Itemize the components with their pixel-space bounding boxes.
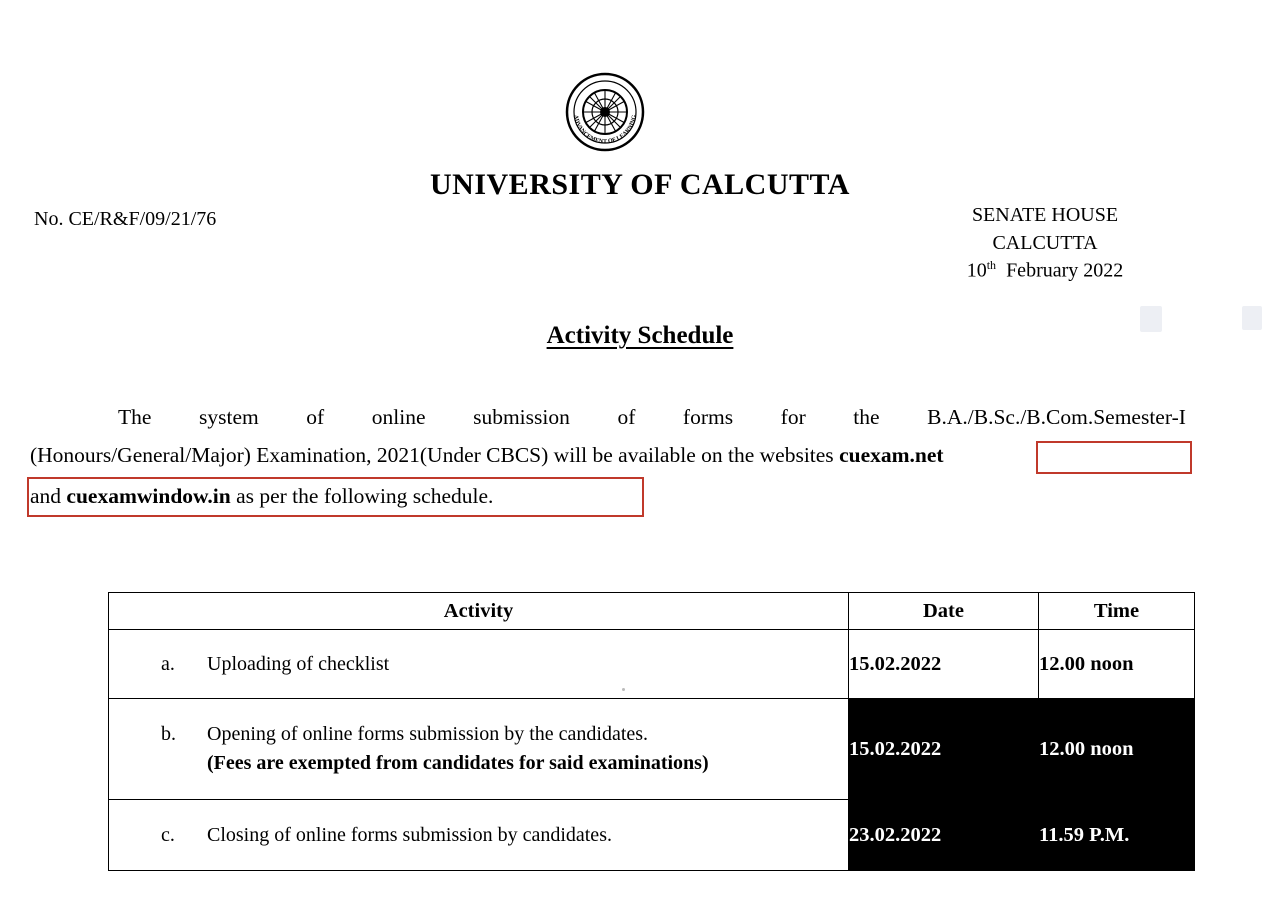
activity-cell — [109, 630, 849, 699]
activity-description: Opening of online forms submission by the candidates. — [207, 723, 649, 745]
table-row — [109, 630, 1195, 699]
activity-inline — [109, 821, 848, 850]
date-month-year: February 2022 — [1006, 259, 1124, 282]
activity-inline — [109, 650, 848, 679]
website-cuexamwindow-in[interactable]: cuexamwindow.in — [66, 483, 231, 508]
para-word-submission: submission — [473, 405, 570, 429]
date-cell: 15.02.2022 — [849, 630, 1039, 699]
memo-number: No. CE/R&F/09/21/76 — [34, 208, 217, 230]
date-ordinal-suffix: th — [986, 258, 997, 273]
document-heading: Activity Schedule — [546, 322, 734, 349]
notice-paragraph — [30, 398, 1190, 515]
address-line-2: CALCUTTA — [992, 231, 1098, 254]
column-header-date: Date — [849, 593, 1039, 630]
activity-note: (Fees are exempted from candidates for said examinations) — [207, 752, 709, 774]
row-label: a. — [161, 652, 175, 675]
para-word-the2: the — [853, 405, 880, 429]
address-line-1: SENATE HOUSE — [971, 204, 1119, 226]
activity-cell — [109, 800, 849, 871]
scan-speck — [622, 688, 625, 691]
date-cell: 15.02.2022 — [849, 699, 1039, 800]
para-word-online: online — [371, 405, 426, 429]
column-header-time: Time — [1039, 593, 1195, 630]
activity-cell — [109, 699, 849, 800]
row-label: c. — [161, 823, 175, 846]
para-word-system: system — [199, 405, 259, 429]
table-header-row — [109, 593, 1195, 630]
time-cell: 12.00 noon — [1039, 699, 1195, 800]
website-cuexam-net[interactable]: cuexam.net — [839, 443, 944, 468]
paragraph-line-1 — [30, 398, 1190, 436]
page-title: UNIVERSITY OF CALCUTTA — [430, 168, 850, 201]
para-line2-text: (Honours/General/Major) Examination, 2021(Under CBCS) will be available on the websites — [30, 443, 840, 468]
para-word-of2: of — [617, 405, 636, 429]
time-cell: 12.00 noon — [1039, 630, 1195, 699]
time-cell: 11.59 P.M. — [1039, 800, 1195, 871]
activity-description: Uploading of checklist — [207, 652, 390, 675]
table-row — [109, 800, 1195, 871]
para-line3-tail: as per the following schedule. — [230, 483, 494, 508]
issue-date — [880, 257, 1210, 285]
column-header-activity: Activity — [109, 593, 849, 630]
issuing-office-address — [880, 202, 1210, 285]
activity-inline — [109, 720, 848, 749]
para-word-forms: forms — [682, 405, 734, 429]
row-label: b. — [161, 723, 176, 745]
university-seal-icon — [565, 72, 645, 152]
paragraph-line-2 — [30, 436, 1190, 474]
para-word-the: The — [118, 405, 152, 429]
para-word-for: for — [780, 405, 806, 429]
para-word-of: of — [306, 405, 325, 429]
para-course-names: B.A./B.Sc./B.Com.Semester-I — [927, 405, 1186, 429]
svg-text:ADVANCEMENT OF LEARNING: ADVANCEMENT OF LEARNING — [572, 114, 638, 146]
paragraph-line-3 — [30, 477, 1190, 515]
date-cell: 23.02.2022 — [849, 800, 1039, 871]
date-day: 10 — [966, 259, 987, 282]
table-row — [109, 699, 1195, 800]
schedule-table — [108, 592, 1195, 871]
activity-description: Closing of online forms submission by candidates. — [207, 823, 612, 846]
para-line3-and: and — [30, 483, 67, 508]
